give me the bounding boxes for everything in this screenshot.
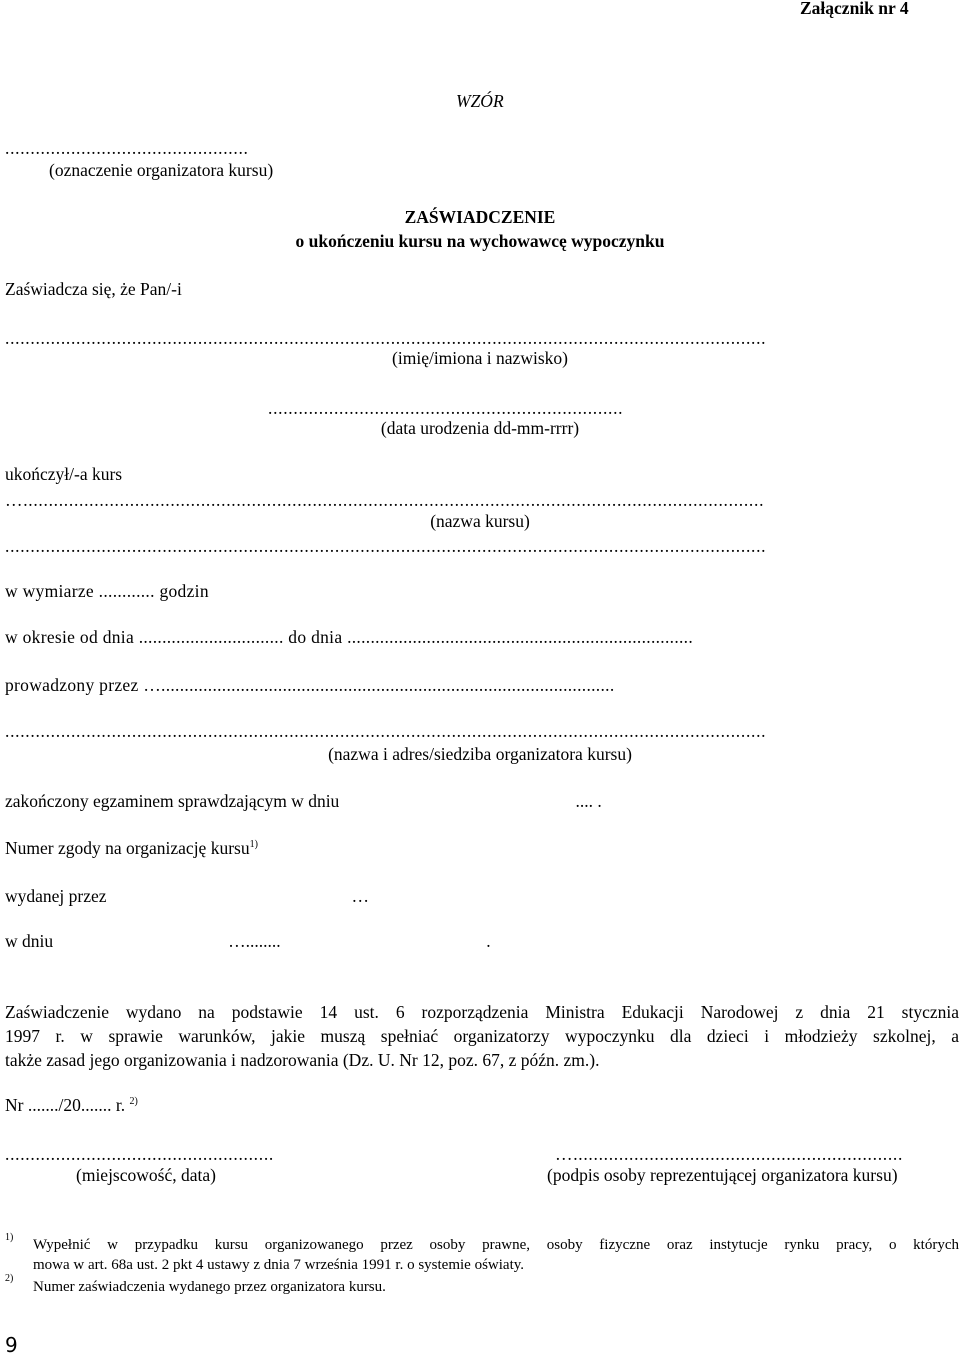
name-caption: (imię/imiona i nazwisko) [392, 348, 568, 368]
birth-date-caption: (data urodzenia dd-mm-rrrr) [380, 418, 580, 438]
period-line: w okresie od dnia ............................... do dnia .......................................................................... [5, 629, 694, 647]
certify-intro: Zaświadcza się, że Pan/-i [5, 279, 182, 299]
conducted-by-line: prowadzony przez …................................................................................................. [5, 677, 615, 695]
issued-on-line: w dniu …........ . [5, 931, 491, 951]
footnote-ref-1: 1) [249, 839, 258, 850]
legal-basis-line-3: także zasad jego organizowania i nadzorowania (Dz. U. Nr 12, poz. 67, z późn. zm.). [5, 1050, 600, 1070]
certificate-number-label: Nr ......./20....... r. [5, 1095, 126, 1115]
approval-number-line [5, 840, 735, 858]
footnote-1-line-1: Wypełnić w przypadku kursu organizowanego przez osoby prawne, osoby fizyczne oraz instytucje rynku pracy, o których [33, 1237, 959, 1253]
legal-basis-line-1: Zaświadczenie wydano na podstawie 14 ust. 6 rozporządzenia Ministra Edukacji Narodowej z dnia 21 stycznia [5, 1002, 959, 1022]
birth-date-dots: ...................................................................... [268, 400, 624, 418]
footnote-2-line-1: Numer zaświadczenia wydanego przez organizatora kursu. [33, 1279, 386, 1295]
place-date-caption: (miejscowość, data) [76, 1165, 216, 1185]
organizer-caption: (nazwa i adres/siedziba organizatora kursu) [328, 744, 632, 764]
name-dots: ...................................................................................................................................................... [5, 330, 767, 348]
signature-dots: …................................................................. [555, 1146, 904, 1164]
footnote-1-line-2: mowa w art. 68a ust. 2 pkt 4 ustawy z dnia 7 września 1991 r. o systemie oświaty. [33, 1257, 525, 1273]
footnote-2-mark: 2) [5, 1273, 14, 1284]
template-label: WZÓR [456, 91, 504, 111]
footnote-1-mark: 1) [5, 1232, 14, 1243]
approval-number-label: Numer zgody na organizację kursu [5, 838, 250, 858]
course-dots-1: ….................................................................................................................................................. [5, 492, 765, 510]
issued-by-line: wydanej przez … [5, 886, 562, 906]
signature-caption: (podpis osoby reprezentującej organizatora kursu) [547, 1165, 898, 1185]
organizer-dots: ...................................................................................................................................................... [5, 723, 767, 741]
certificate-number-line [5, 1097, 138, 1115]
organizer-mark-dots: ................................................ [5, 140, 249, 158]
attachment-number: Załącznik nr 4 [800, 0, 909, 18]
document-title: ZAŚWIADCZENIE [404, 207, 556, 227]
page-number: 9 [5, 1333, 18, 1357]
exam-line: zakończony egzaminem sprawdzającym w dniu .... . [5, 791, 602, 811]
course-caption: (nazwa kursu) [430, 511, 530, 531]
completed-label: ukończył/-a kurs [5, 464, 123, 484]
footnote-ref-2: 2) [129, 1096, 138, 1107]
scope-line: w wymiarze ............ godzin [5, 581, 209, 601]
organizer-mark-caption: (oznaczenie organizatora kursu) [49, 160, 274, 180]
document-subtitle: o ukończeniu kursu na wychowawcę wypoczynku [295, 231, 665, 251]
place-date-dots: ..................................................... [5, 1146, 274, 1164]
course-dots-2: ...................................................................................................................................................... [5, 538, 767, 556]
legal-basis-line-2: 1997 r. w sprawie warunków, jakie muszą spełniać organizatorzy wypoczynku dla dzieci i młodzieży szkolnej, a [5, 1026, 959, 1046]
